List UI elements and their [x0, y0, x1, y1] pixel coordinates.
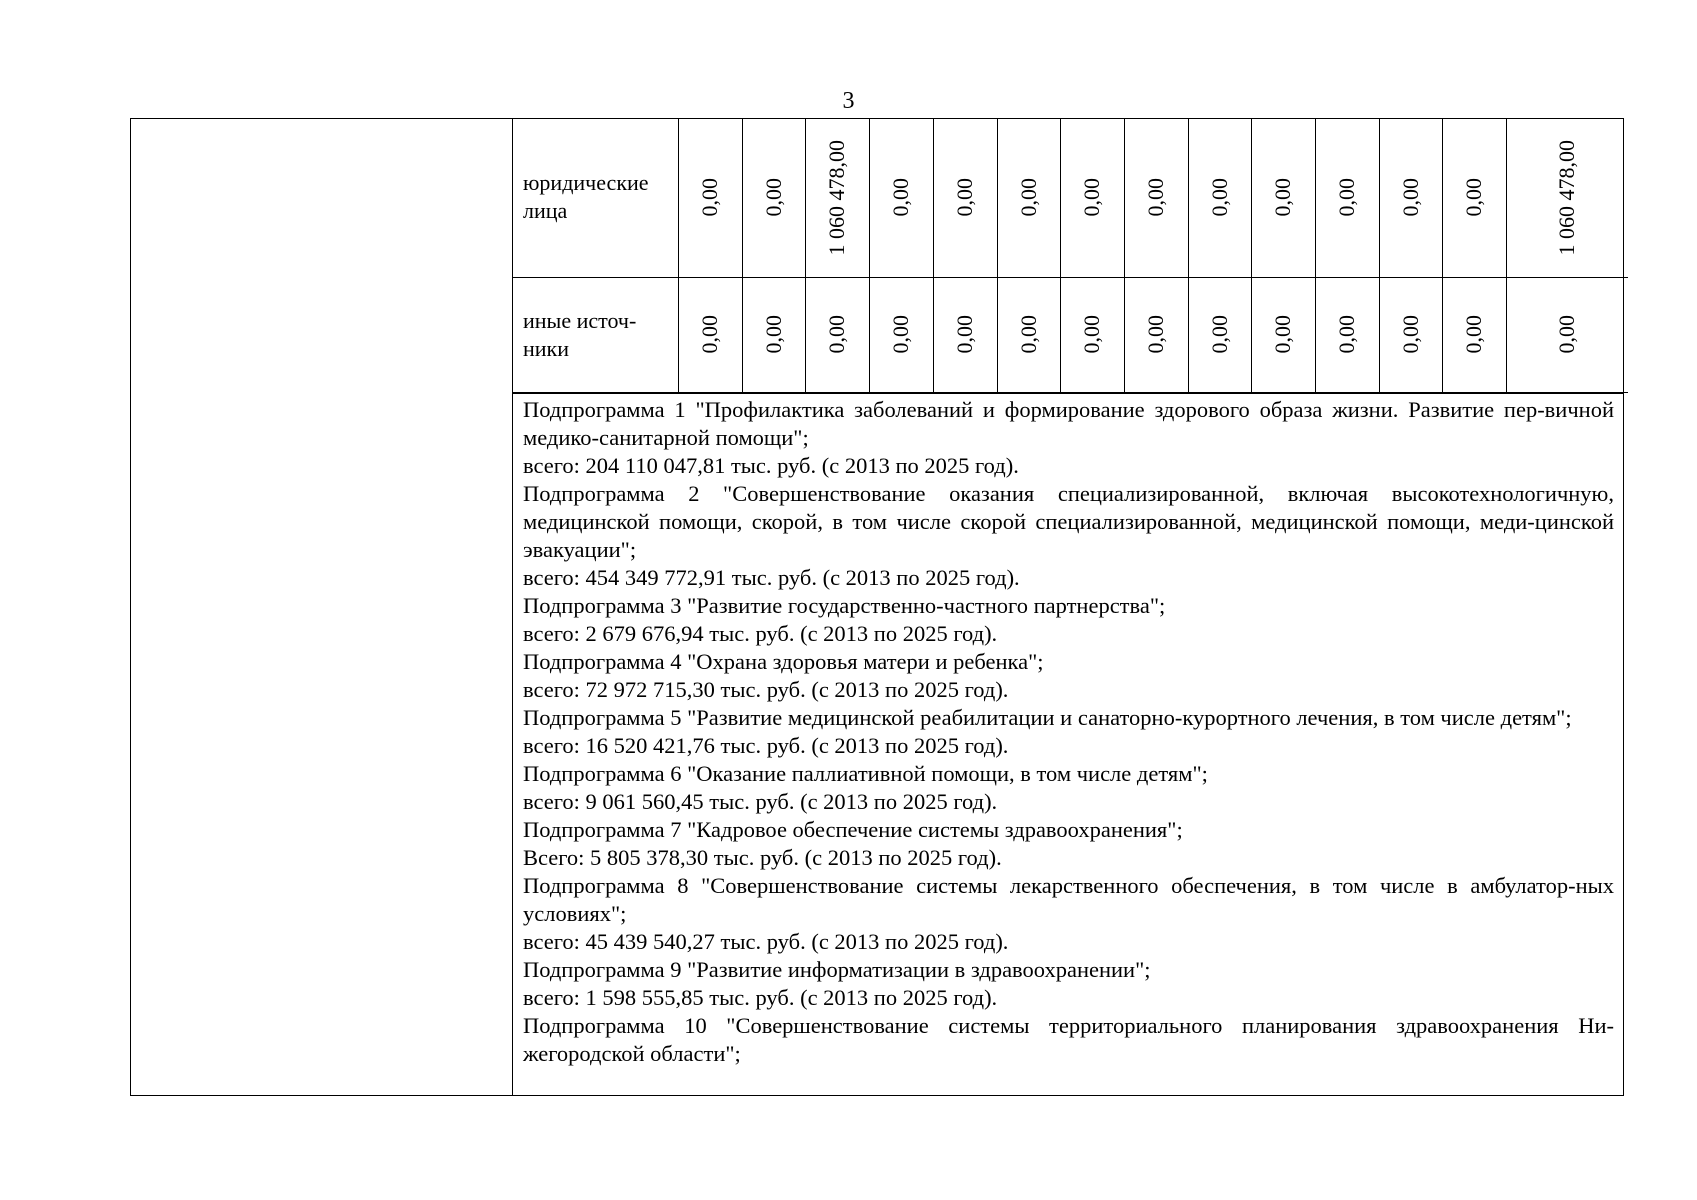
subprogram-total: всего: 72 972 715,30 тыс. руб. (с 2013 по 2025 год).: [523, 677, 1009, 702]
value-cell: 0,00: [678, 277, 742, 392]
value-cell: 0,00: [1315, 277, 1379, 392]
total-cell: 0,00: [1506, 277, 1628, 392]
value-cell: 0,00: [869, 277, 933, 392]
subprogram-total: всего: 45 439 540,27 тыс. руб. (с 2013 по 2025 год).: [523, 929, 1009, 954]
subprogram-title: Подпрограмма 1 "Профилактика заболеваний и формирование здорового образа жизни. Развитие пер-вичной медико-санитарной помощи";: [523, 397, 1614, 450]
subprogram-total: всего: 1 598 555,85 тыс. руб. (с 2013 по 2025 год).: [523, 985, 998, 1010]
subprogram-title: Подпрограмма 5 "Развитие медицинской реабилитации и санаторно-курортного лечения, в том числе детям";: [523, 705, 1572, 730]
value-cell: 0,00: [805, 277, 869, 392]
value-cell: 0,00: [933, 118, 997, 277]
subprogram-title: Подпрограмма 10 "Совершенствование системы территориального планирования здравоохранения Ни-жегородской области";: [523, 1013, 1614, 1066]
subprogram-total: всего: 16 520 421,76 тыс. руб. (с 2013 по 2025 год).: [523, 733, 1009, 758]
page-number: 3: [842, 88, 855, 114]
row-label: иные источ-ники: [513, 277, 678, 392]
total-cell: 1 060 478,00: [1506, 118, 1628, 277]
value-cell: 0,00: [1442, 118, 1506, 277]
subprogram-total: всего: 2 679 676,94 тыс. руб. (с 2013 по 2025 год).: [523, 621, 998, 646]
subprogram-title: Подпрограмма 3 "Развитие государственно-частного партнерства";: [523, 593, 1166, 618]
value-cell: 0,00: [933, 277, 997, 392]
value-cell: 0,00: [1188, 277, 1251, 392]
subprogram-total: Всего: 5 805 378,30 тыс. руб. (с 2013 по 2025 год).: [523, 845, 1002, 870]
row-label: юридические лица: [513, 118, 678, 277]
table-frame: [130, 118, 1624, 1096]
subprogram-title: Подпрограмма 9 "Развитие информатизации в здравоохранении";: [523, 957, 1151, 982]
subprogram-title: Подпрограмма 8 "Совершенствование системы лекарственного обеспечения, в том числе в амбулатор-ных условиях";: [523, 873, 1614, 926]
subprogram-title: Подпрограмма 4 "Охрана здоровья матери и ребенка";: [523, 649, 1044, 674]
value-cell: 0,00: [869, 118, 933, 277]
subprogram-total: всего: 9 061 560,45 тыс. руб. (с 2013 по 2025 год).: [523, 789, 998, 814]
subprogram-total: всего: 204 110 047,81 тыс. руб. (с 2013 по 2025 год).: [523, 453, 1019, 478]
value-cell: 0,00: [1188, 118, 1251, 277]
value-cell: 0,00: [742, 118, 805, 277]
value-cell: 0,00: [678, 118, 742, 277]
value-cell: 0,00: [1124, 277, 1188, 392]
value-cell: 0,00: [1060, 118, 1124, 277]
subprogram-title: Подпрограмма 7 "Кадровое обеспечение системы здравоохранения";: [523, 817, 1183, 842]
value-cell: 0,00: [997, 277, 1060, 392]
value-cell: 0,00: [1442, 277, 1506, 392]
value-cell: 0,00: [1060, 277, 1124, 392]
value-cell: 0,00: [997, 118, 1060, 277]
value-cell: 0,00: [1379, 118, 1442, 277]
subprogram-title: Подпрограмма 2 "Совершенствование оказания специализированной, включая высокотехнологичную, медицинской помощи, скорой, в том числе скорой специализированной, медицинской помощи, меди-цинской эвакуации";: [523, 481, 1614, 562]
value-cell: 0,00: [1124, 118, 1188, 277]
subprogram-total: всего: 454 349 772,91 тыс. руб. (с 2013 по 2025 год).: [523, 565, 1020, 590]
value-cell: 1 060 478,00: [805, 118, 869, 277]
value-cell: 0,00: [1251, 118, 1315, 277]
value-cell: 0,00: [1379, 277, 1442, 392]
value-cell: 0,00: [742, 277, 805, 392]
value-cell: 0,00: [1251, 277, 1315, 392]
subprogram-title: Подпрограмма 6 "Оказание паллиативной помощи, в том числе детям";: [523, 761, 1208, 786]
value-cell: 0,00: [1315, 118, 1379, 277]
